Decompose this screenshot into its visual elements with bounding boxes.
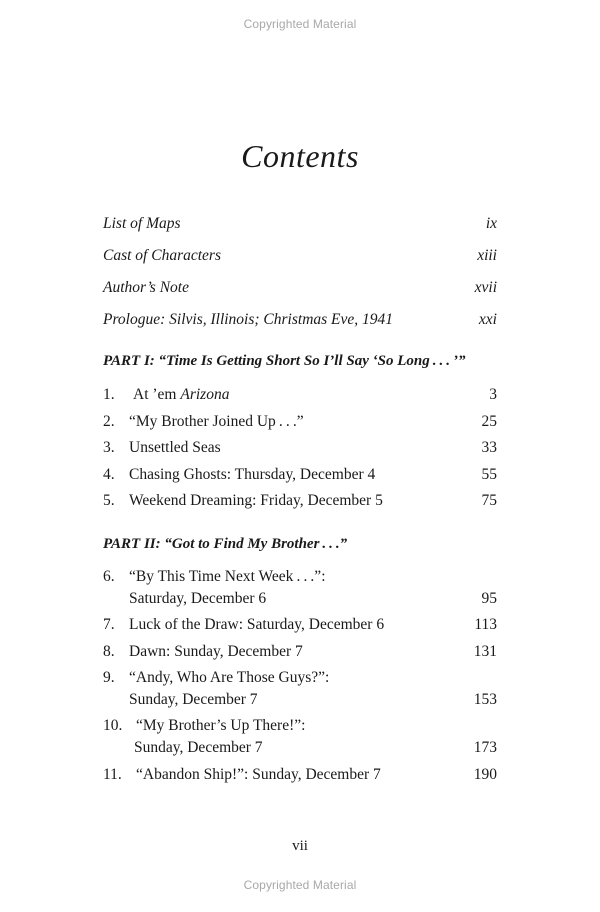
- chapter-title: Dawn: Sunday, December 7: [129, 643, 303, 660]
- chapter-number: 3.: [103, 439, 115, 456]
- toc-entry-page: xvii: [474, 279, 497, 296]
- chapter-number: 5.: [103, 492, 115, 509]
- chapter-page: 131: [473, 643, 497, 660]
- chapter-page: 55: [481, 466, 497, 483]
- toc-entry-page: ix: [485, 215, 497, 232]
- copyright-watermark-top: Copyrighted Material: [243, 17, 357, 31]
- toc-entry-label: Cast of Characters: [103, 247, 221, 264]
- chapter-entry-9: [103, 667, 497, 711]
- chapter-page: 33: [481, 439, 497, 456]
- chapter-page: 190: [473, 766, 497, 783]
- chapter-page: 25: [481, 413, 497, 430]
- chapter-entry-10: [103, 715, 497, 759]
- chapter-entry-3: [103, 437, 497, 459]
- chapter-title: “By This Time Next Week . . .”:: [129, 568, 326, 585]
- chapter-number: 11.: [103, 766, 122, 783]
- chapter-page: 153: [473, 691, 497, 708]
- chapter-title: Luck of the Draw: Saturday, December 6: [129, 616, 385, 633]
- chapter-title: “Andy, Who Are Those Guys?”:: [129, 669, 330, 686]
- chapter-entry-11: [103, 764, 497, 786]
- chapter-title: At ’em Arizona: [133, 386, 230, 403]
- page-title: Contents: [241, 138, 359, 174]
- toc-entry-label: List of Maps: [103, 215, 181, 232]
- chapter-title: “My Brother Joined Up . . .”: [129, 413, 304, 430]
- chapter-entry-8: [103, 641, 497, 663]
- toc-entry-prologue: [103, 308, 497, 330]
- chapter-number: 8.: [103, 643, 115, 660]
- page-number: vii: [292, 838, 308, 854]
- chapter-number: 7.: [103, 616, 115, 633]
- chapter-page: 113: [474, 616, 497, 633]
- chapter-entry-7: [103, 614, 497, 636]
- toc-entry-page: xxi: [478, 311, 497, 328]
- chapter-title: Unsettled Seas: [129, 439, 221, 456]
- toc-entry-list-of-maps: [103, 212, 497, 234]
- chapter-title: “My Brother’s Up There!”:: [136, 717, 306, 734]
- chapter-title-continued: Saturday, December 6: [129, 590, 267, 607]
- chapter-number: 2.: [103, 413, 115, 430]
- chapter-page: 173: [473, 739, 497, 756]
- chapter-title: “Abandon Ship!”: Sunday, December 7: [136, 766, 381, 783]
- chapter-entry-4: [103, 464, 497, 486]
- chapter-number: 4.: [103, 466, 115, 483]
- chapter-number: 9.: [103, 669, 115, 686]
- chapter-page: 95: [481, 590, 497, 607]
- chapter-title-continued: Sunday, December 7: [129, 691, 258, 708]
- chapter-number: 10.: [103, 717, 123, 734]
- chapter-entry-5: [103, 490, 497, 512]
- chapter-title: Chasing Ghosts: Thursday, December 4: [129, 466, 376, 483]
- toc-entry-label: Author’s Note: [103, 279, 189, 296]
- part-heading-1: PART I: “Time Is Getting Short So I’ll Say ‘So Long . . . ’”: [103, 353, 466, 369]
- chapter-number: 1.: [103, 386, 115, 403]
- chapter-entry-1: [103, 384, 497, 406]
- toc-entry-authors-note: [103, 276, 497, 298]
- chapter-title: Weekend Dreaming: Friday, December 5: [129, 492, 383, 509]
- toc-entry-page: xiii: [477, 247, 497, 264]
- part-heading-2: PART II: “Got to Find My Brother . . .”: [103, 536, 348, 552]
- chapter-number: 6.: [103, 568, 115, 585]
- toc-entry-cast-of-characters: [103, 244, 497, 266]
- chapter-entry-2: [103, 411, 497, 433]
- chapter-title-continued: Sunday, December 7: [134, 739, 263, 756]
- toc-entry-label: Prologue: Silvis, Illinois; Christmas Eve, 1941: [103, 311, 394, 328]
- chapter-page: 75: [481, 492, 497, 509]
- chapter-entry-6: [103, 566, 497, 610]
- copyright-watermark-bottom: Copyrighted Material: [243, 878, 357, 892]
- chapter-page: 3: [489, 386, 497, 403]
